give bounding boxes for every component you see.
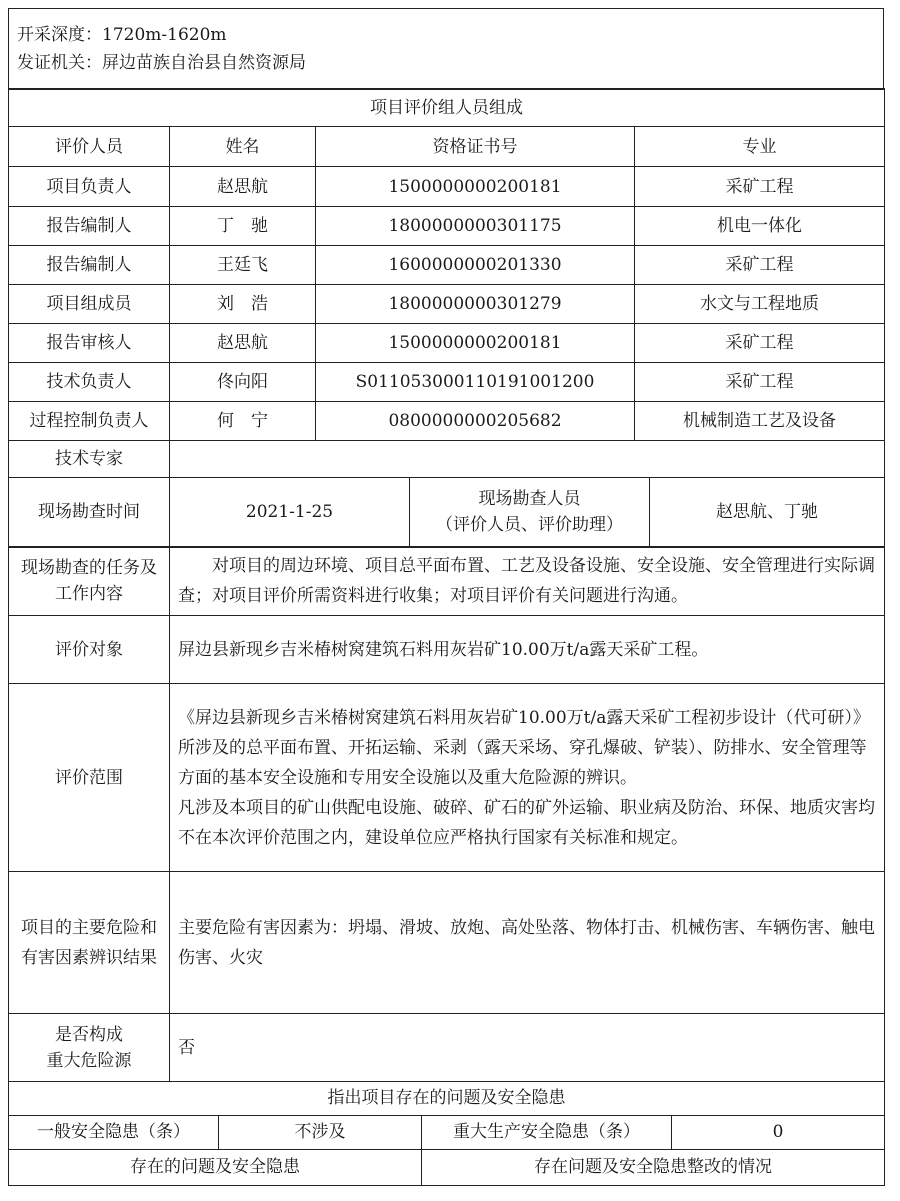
person-name: 王廷飞 — [170, 246, 316, 285]
scope-value — [170, 684, 885, 872]
survey-table — [8, 477, 885, 548]
header-cell — [9, 9, 884, 90]
role: 报告审核人 — [9, 324, 170, 363]
cert-number: 1800000000301279 — [316, 285, 635, 324]
table-row — [9, 363, 885, 402]
table-row — [9, 324, 885, 363]
person-name: 赵思航 — [170, 167, 316, 207]
hazard-value: 主要危险有害因素为：坍塌、滑坡、放炮、高处坠落、物体打击、机械伤害、车辆伤害、触电伤害、火灾 — [170, 872, 885, 1014]
team-table — [8, 88, 885, 478]
col-header-name: 姓名 — [170, 127, 316, 167]
team-title: 项目评价组人员组成 — [9, 89, 885, 127]
issues-title: 指出项目存在的问题及安全隐患 — [9, 1081, 885, 1115]
role: 技术负责人 — [9, 363, 170, 402]
major-production-hazard-value: 0 — [672, 1115, 885, 1149]
person-name: 赵思航 — [170, 324, 316, 363]
survey-people-value: 赵思航、丁驰 — [650, 477, 885, 547]
survey-people-label — [410, 477, 650, 547]
major: 机械制造工艺及设备 — [635, 402, 885, 441]
person-name: 佟向阳 — [170, 363, 316, 402]
table-row — [9, 246, 885, 285]
major-hazard-value: 否 — [170, 1014, 885, 1082]
survey-time-label: 现场勘查时间 — [9, 477, 170, 547]
hazard-label: 项目的主要危险和有害因素辨识结果 — [9, 872, 170, 1014]
col-header-cert: 资格证书号 — [316, 127, 635, 167]
cert-number: 1500000000200181 — [316, 324, 635, 363]
object-label: 评价对象 — [9, 616, 170, 684]
issuer-value: 屏边苗族自治县自然资源局 — [102, 53, 306, 73]
survey-time-value: 2021-1-25 — [170, 477, 410, 547]
expert-value — [170, 441, 885, 478]
scope-label: 评价范围 — [9, 684, 170, 872]
cert-number: S011053000110191001200 — [316, 363, 635, 402]
role: 项目组成员 — [9, 285, 170, 324]
cert-number: 1600000000201330 — [316, 246, 635, 285]
task-value: 对项目的周边环境、项目总平面布置、工艺及设备设施、安全设施、安全管理进行实际调查；对项目评价所需资料进行收集；对项目评价有关问题进行沟通。 — [170, 547, 885, 616]
major: 采矿工程 — [635, 246, 885, 285]
survey-people-label-line1: 现场勘查人员 — [478, 489, 581, 510]
cert-number: 1500000000200181 — [316, 167, 635, 207]
general-hazard-label: 一般安全隐患（条） — [9, 1115, 219, 1149]
col-header-role: 评价人员 — [9, 127, 170, 167]
major-hazard-label-line2: 重大危险源 — [46, 1050, 132, 1071]
table-row — [9, 167, 885, 207]
major: 采矿工程 — [635, 324, 885, 363]
person-name: 何 宁 — [170, 402, 316, 441]
depth-line — [17, 21, 875, 49]
major-hazard-label-line1: 是否构成 — [55, 1024, 123, 1045]
col-header-major: 专业 — [635, 127, 885, 167]
person-name: 刘 浩 — [170, 285, 316, 324]
cert-number: 0800000000205682 — [316, 402, 635, 441]
issues-table — [8, 1081, 885, 1186]
issuer-line — [17, 49, 875, 77]
scope-paragraph-1: 《屏边县新现乡吉米椿树窝建筑石料用灰岩矿10.00万t/a露天采矿工程初步设计（代可研）》所涉及的总平面布置、开拓运输、采剥（露天采场、穿孔爆破、铲装）、防排水、安全管理等方面的基本安全设施和专用安全设施以及重大危险源的辨识。 — [178, 707, 870, 788]
scope-paragraph-2: 凡涉及本项目的矿山供配电设施、破碎、矿石的矿外运输、职业病及防治、环保、地质灾害均不在本次评价范围之内，建设单位应严格执行国家有关标准和规定。 — [178, 797, 875, 848]
task-label: 现场勘查的任务及工作内容 — [9, 547, 170, 616]
survey-people-label-line2: （评价人员、评价助理） — [436, 515, 623, 536]
table-row — [9, 207, 885, 246]
issuer-label: 发证机关： — [17, 53, 102, 73]
general-hazard-value: 不涉及 — [219, 1115, 422, 1149]
role: 报告编制人 — [9, 246, 170, 285]
role: 过程控制负责人 — [9, 402, 170, 441]
major: 采矿工程 — [635, 363, 885, 402]
major: 水文与工程地质 — [635, 285, 885, 324]
role: 报告编制人 — [9, 207, 170, 246]
header-table — [8, 8, 884, 90]
issues-column-right: 存在问题及安全隐患整改的情况 — [422, 1149, 885, 1185]
issues-column-left: 存在的问题及安全隐患 — [9, 1149, 422, 1185]
report-sheet — [8, 8, 884, 1186]
evaluation-table — [8, 546, 885, 1082]
role: 项目负责人 — [9, 167, 170, 207]
person-name: 丁 驰 — [170, 207, 316, 246]
major: 采矿工程 — [635, 167, 885, 207]
major-hazard-label — [9, 1014, 170, 1082]
cert-number: 1800000000301175 — [316, 207, 635, 246]
depth-label: 开采深度： — [17, 25, 102, 45]
expert-label: 技术专家 — [9, 441, 170, 478]
table-row — [9, 402, 885, 441]
object-value: 屏边县新现乡吉米椿树窝建筑石料用灰岩矿10.00万t/a露天采矿工程。 — [170, 616, 885, 684]
major-production-hazard-label: 重大生产安全隐患（条） — [422, 1115, 672, 1149]
table-row — [9, 285, 885, 324]
depth-value: 1720m-1620m — [102, 25, 227, 45]
major: 机电一体化 — [635, 207, 885, 246]
